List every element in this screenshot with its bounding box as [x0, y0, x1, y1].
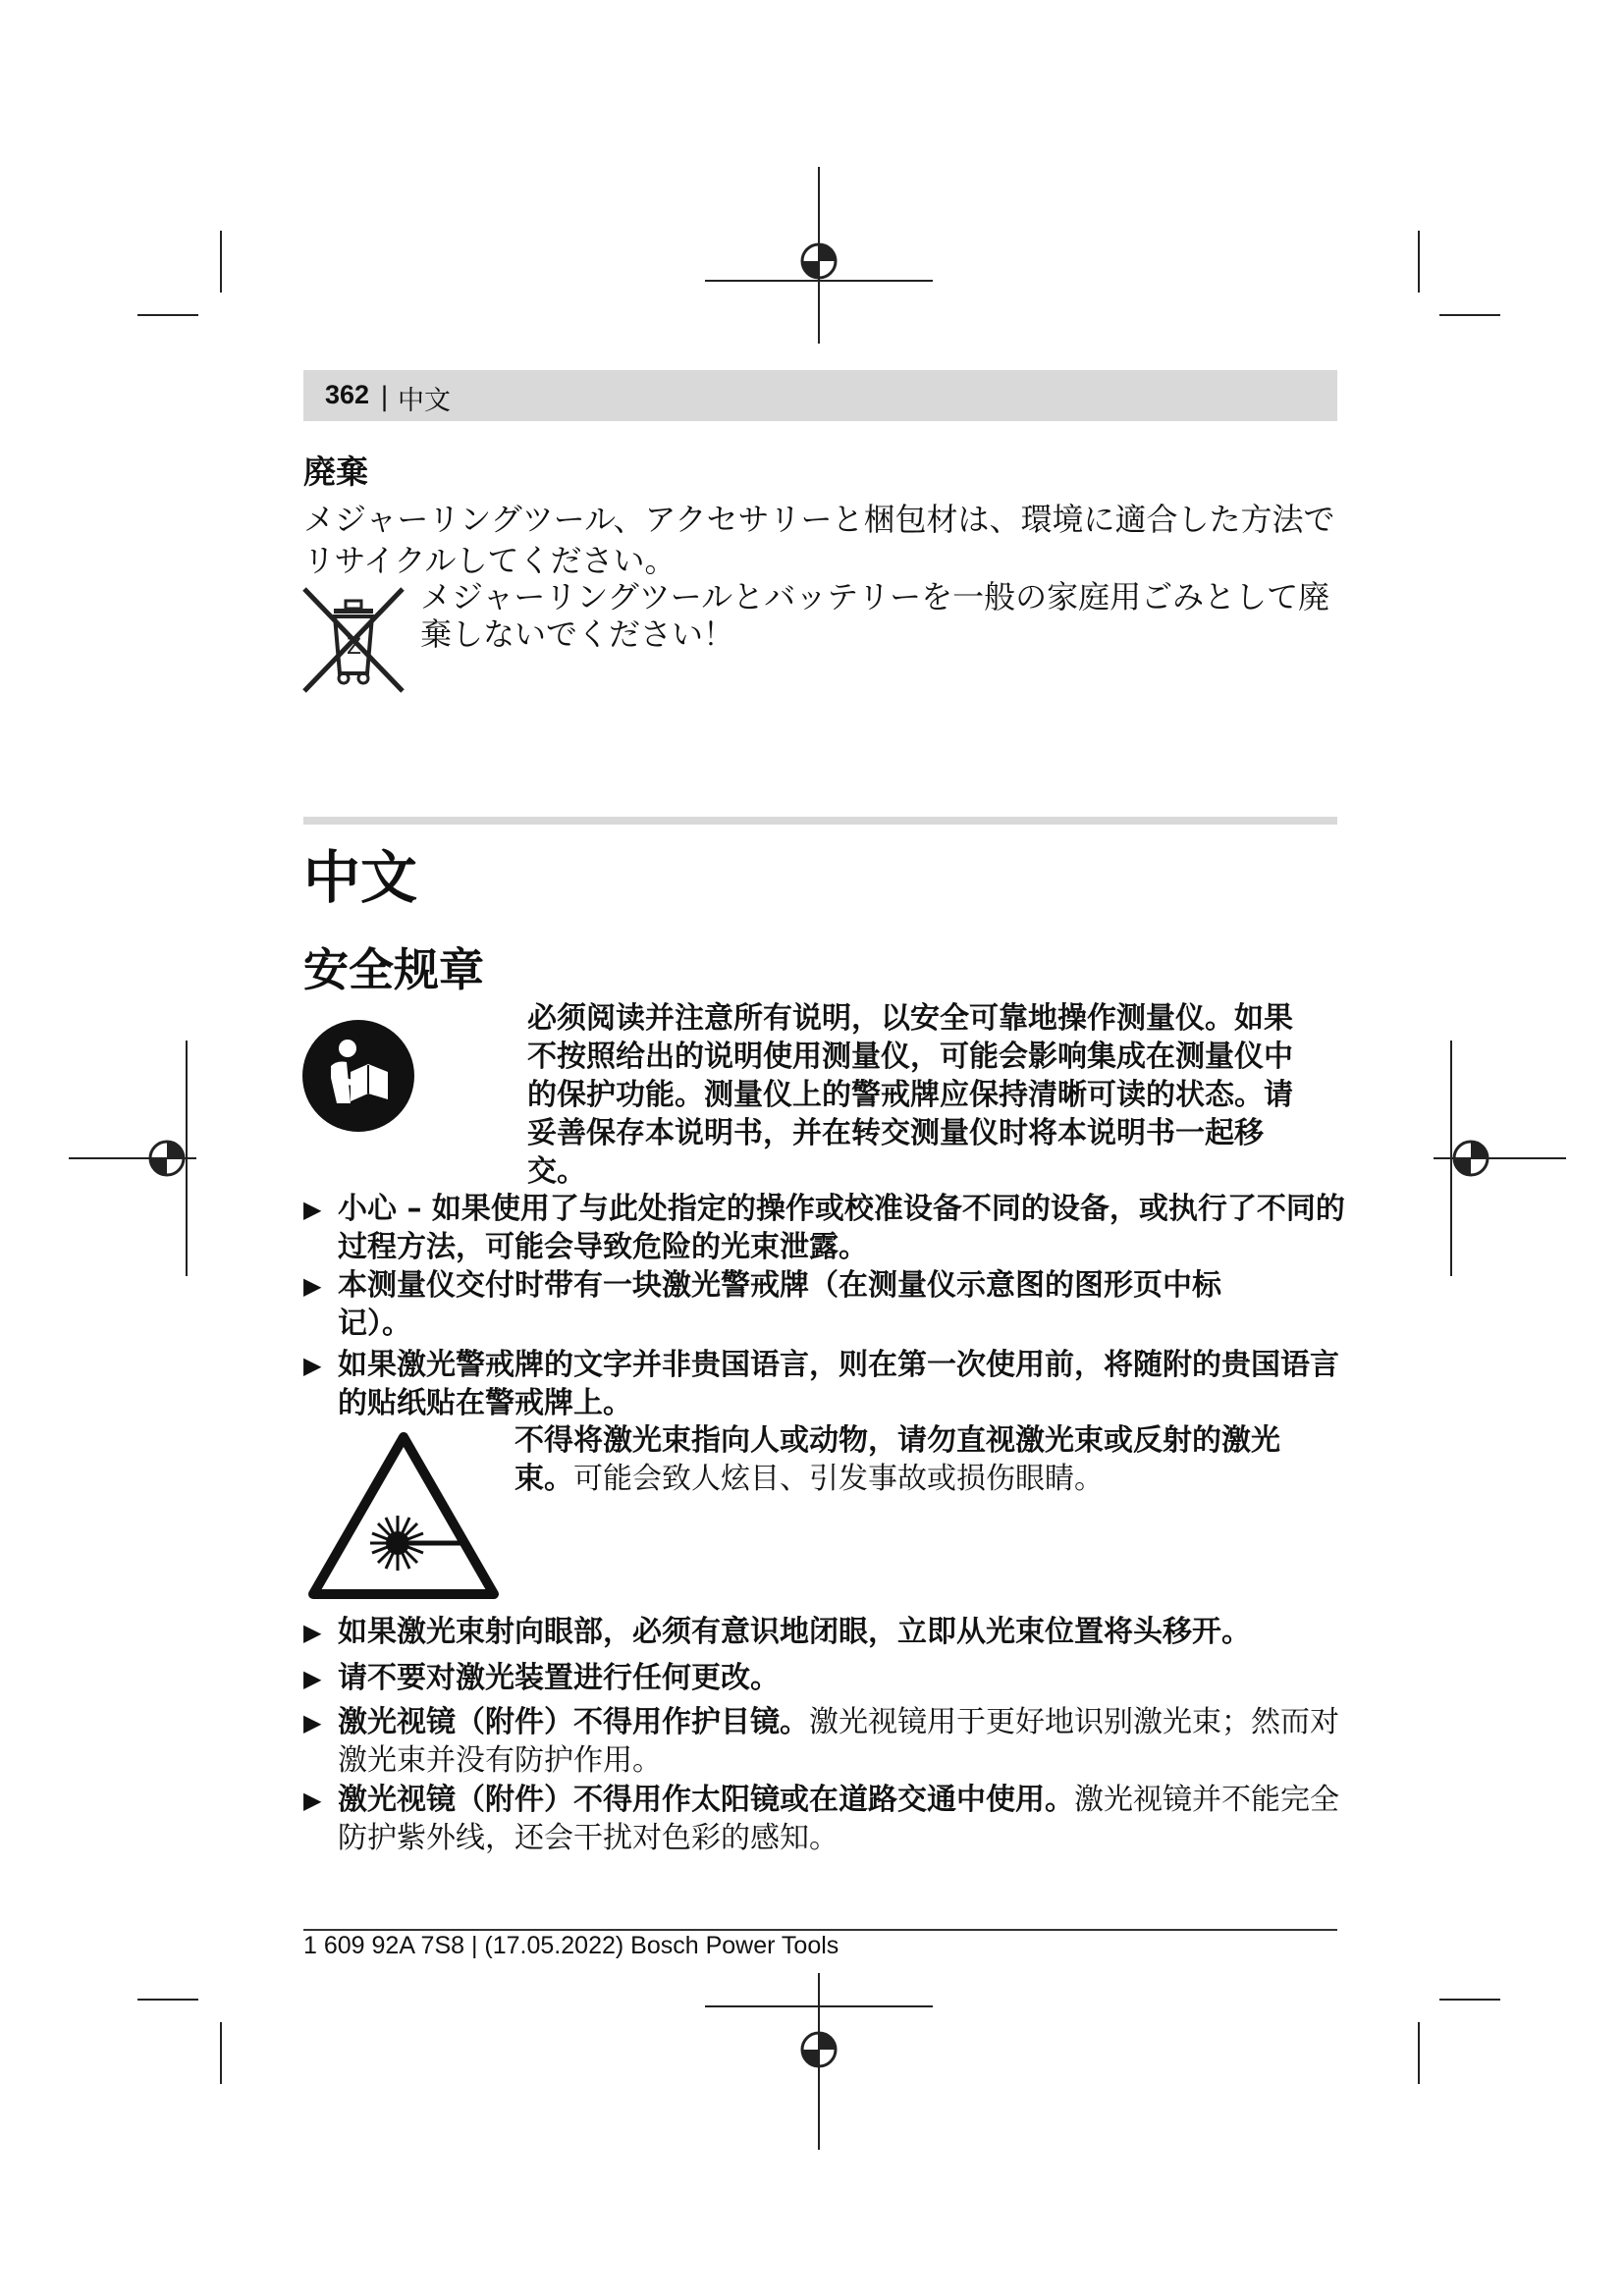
header-language: 中文	[398, 386, 451, 416]
header-separator: |	[380, 382, 390, 412]
crop-mark	[220, 2022, 222, 2084]
crop-mark	[220, 231, 222, 293]
crop-mark	[1439, 1999, 1500, 2001]
intro-line: 妥善保存本说明书，并在转交测量仪时将本说明书一起移	[527, 1116, 1264, 1150]
laser-warning-icon	[307, 1431, 500, 1600]
footer-text: 1 609 92A 7S8 | (17.05.2022) Bosch Power Tools	[303, 1932, 839, 1959]
laser-warning-normal: 可能会致人炫目、引发事故或损伤眼睛。	[573, 1462, 1104, 1496]
intro-line: 必须阅读并注意所有说明，以安全可靠地操作测量仪。如果	[527, 1001, 1293, 1036]
triangle-right-icon: ▶	[303, 1665, 322, 1692]
read-manual-icon	[301, 1019, 415, 1133]
registration-mark-icon	[705, 1973, 933, 2150]
bullet-bold: 小心 – 如果使用了与此处指定的操作或校准设备不同的设备，或执行了不同的过程方法，可能会导致危险的光束泄露。	[338, 1192, 1345, 1264]
bullet-bold: 激光视镜（附件）不得用作护目镜。	[338, 1705, 809, 1739]
registration-mark-icon	[705, 167, 933, 344]
footer-rule	[303, 1929, 1337, 1931]
bullet-bold: 激光视镜（附件）不得用作太阳镜或在道路交通中使用。	[338, 1783, 1074, 1817]
bullet-bold: 如果激光警戒牌的文字并非贵国语言，则在第一次使用前，将随附的贵国语言的贴纸贴在警戒牌上。	[338, 1348, 1339, 1420]
triangle-right-icon: ▶	[303, 1709, 322, 1736]
section-divider	[303, 817, 1337, 825]
disposal-warning-line1: メジャーリングツールとバッテリーを一般の家庭用ごみとして廃	[420, 578, 1330, 615]
intro-line: 不按照给出的说明使用测量仪，可能会影响集成在测量仪中	[527, 1040, 1293, 1074]
bullet-normal: 激光视镜用于更好地识别激光束；然而对激光束并没有防护作用。	[338, 1705, 1339, 1778]
svg-text:Z: Z	[347, 635, 362, 660]
bullet-bold: 如果激光束射向眼部，必须有意识地闭眼，立即从光束位置将头移开。	[338, 1615, 1251, 1649]
triangle-right-icon: ▶	[303, 1787, 322, 1814]
intro-line: 交。	[527, 1154, 586, 1189]
intro-line: 的保护功能。测量仪上的警戒牌应保持清晰可读的状态。请	[527, 1078, 1293, 1112]
triangle-right-icon: ▶	[303, 1196, 322, 1223]
registration-mark-icon	[69, 1041, 196, 1276]
page-header	[303, 370, 1337, 421]
crop-mark	[137, 1999, 198, 2001]
crop-mark	[1439, 314, 1500, 316]
disposal-paragraph: メジャーリングツール、アクセサリーと梱包材は、環境に適合した方法でリサイクルしてください。	[303, 501, 1335, 579]
section-title: 中文	[303, 844, 418, 911]
triangle-right-icon: ▶	[303, 1272, 322, 1300]
bullet-normal: 激光视镜并不能完全防护紫外线，还会干扰对色彩的感知。	[338, 1783, 1339, 1855]
laser-warning-bold: 束。	[514, 1462, 573, 1496]
page-number: 362	[325, 380, 370, 409]
crossed-out-bin-icon	[300, 585, 408, 695]
registration-mark-icon	[1434, 1041, 1566, 1276]
triangle-right-icon: ▶	[303, 1352, 322, 1379]
crop-mark	[1418, 231, 1420, 293]
disposal-title: 廃棄	[303, 453, 368, 491]
laser-warning-line1: 不得将激光束指向人或动物，请勿直视激光束或反射的激光	[514, 1423, 1280, 1458]
bullet-bold: 本测量仪交付时带有一块激光警戒牌（在测量仪示意图的图形页中标记）。	[338, 1268, 1221, 1341]
crop-mark	[1418, 2022, 1420, 2084]
disposal-warning-line2: 棄しないでください！	[420, 615, 735, 653]
section-subtitle: 安全规章	[303, 943, 484, 996]
bullet-bold: 请不要对激光装置进行任何更改。	[338, 1661, 780, 1695]
laser-warning-line2	[514, 1460, 1104, 1498]
crop-mark	[137, 314, 198, 316]
triangle-right-icon: ▶	[303, 1619, 322, 1646]
